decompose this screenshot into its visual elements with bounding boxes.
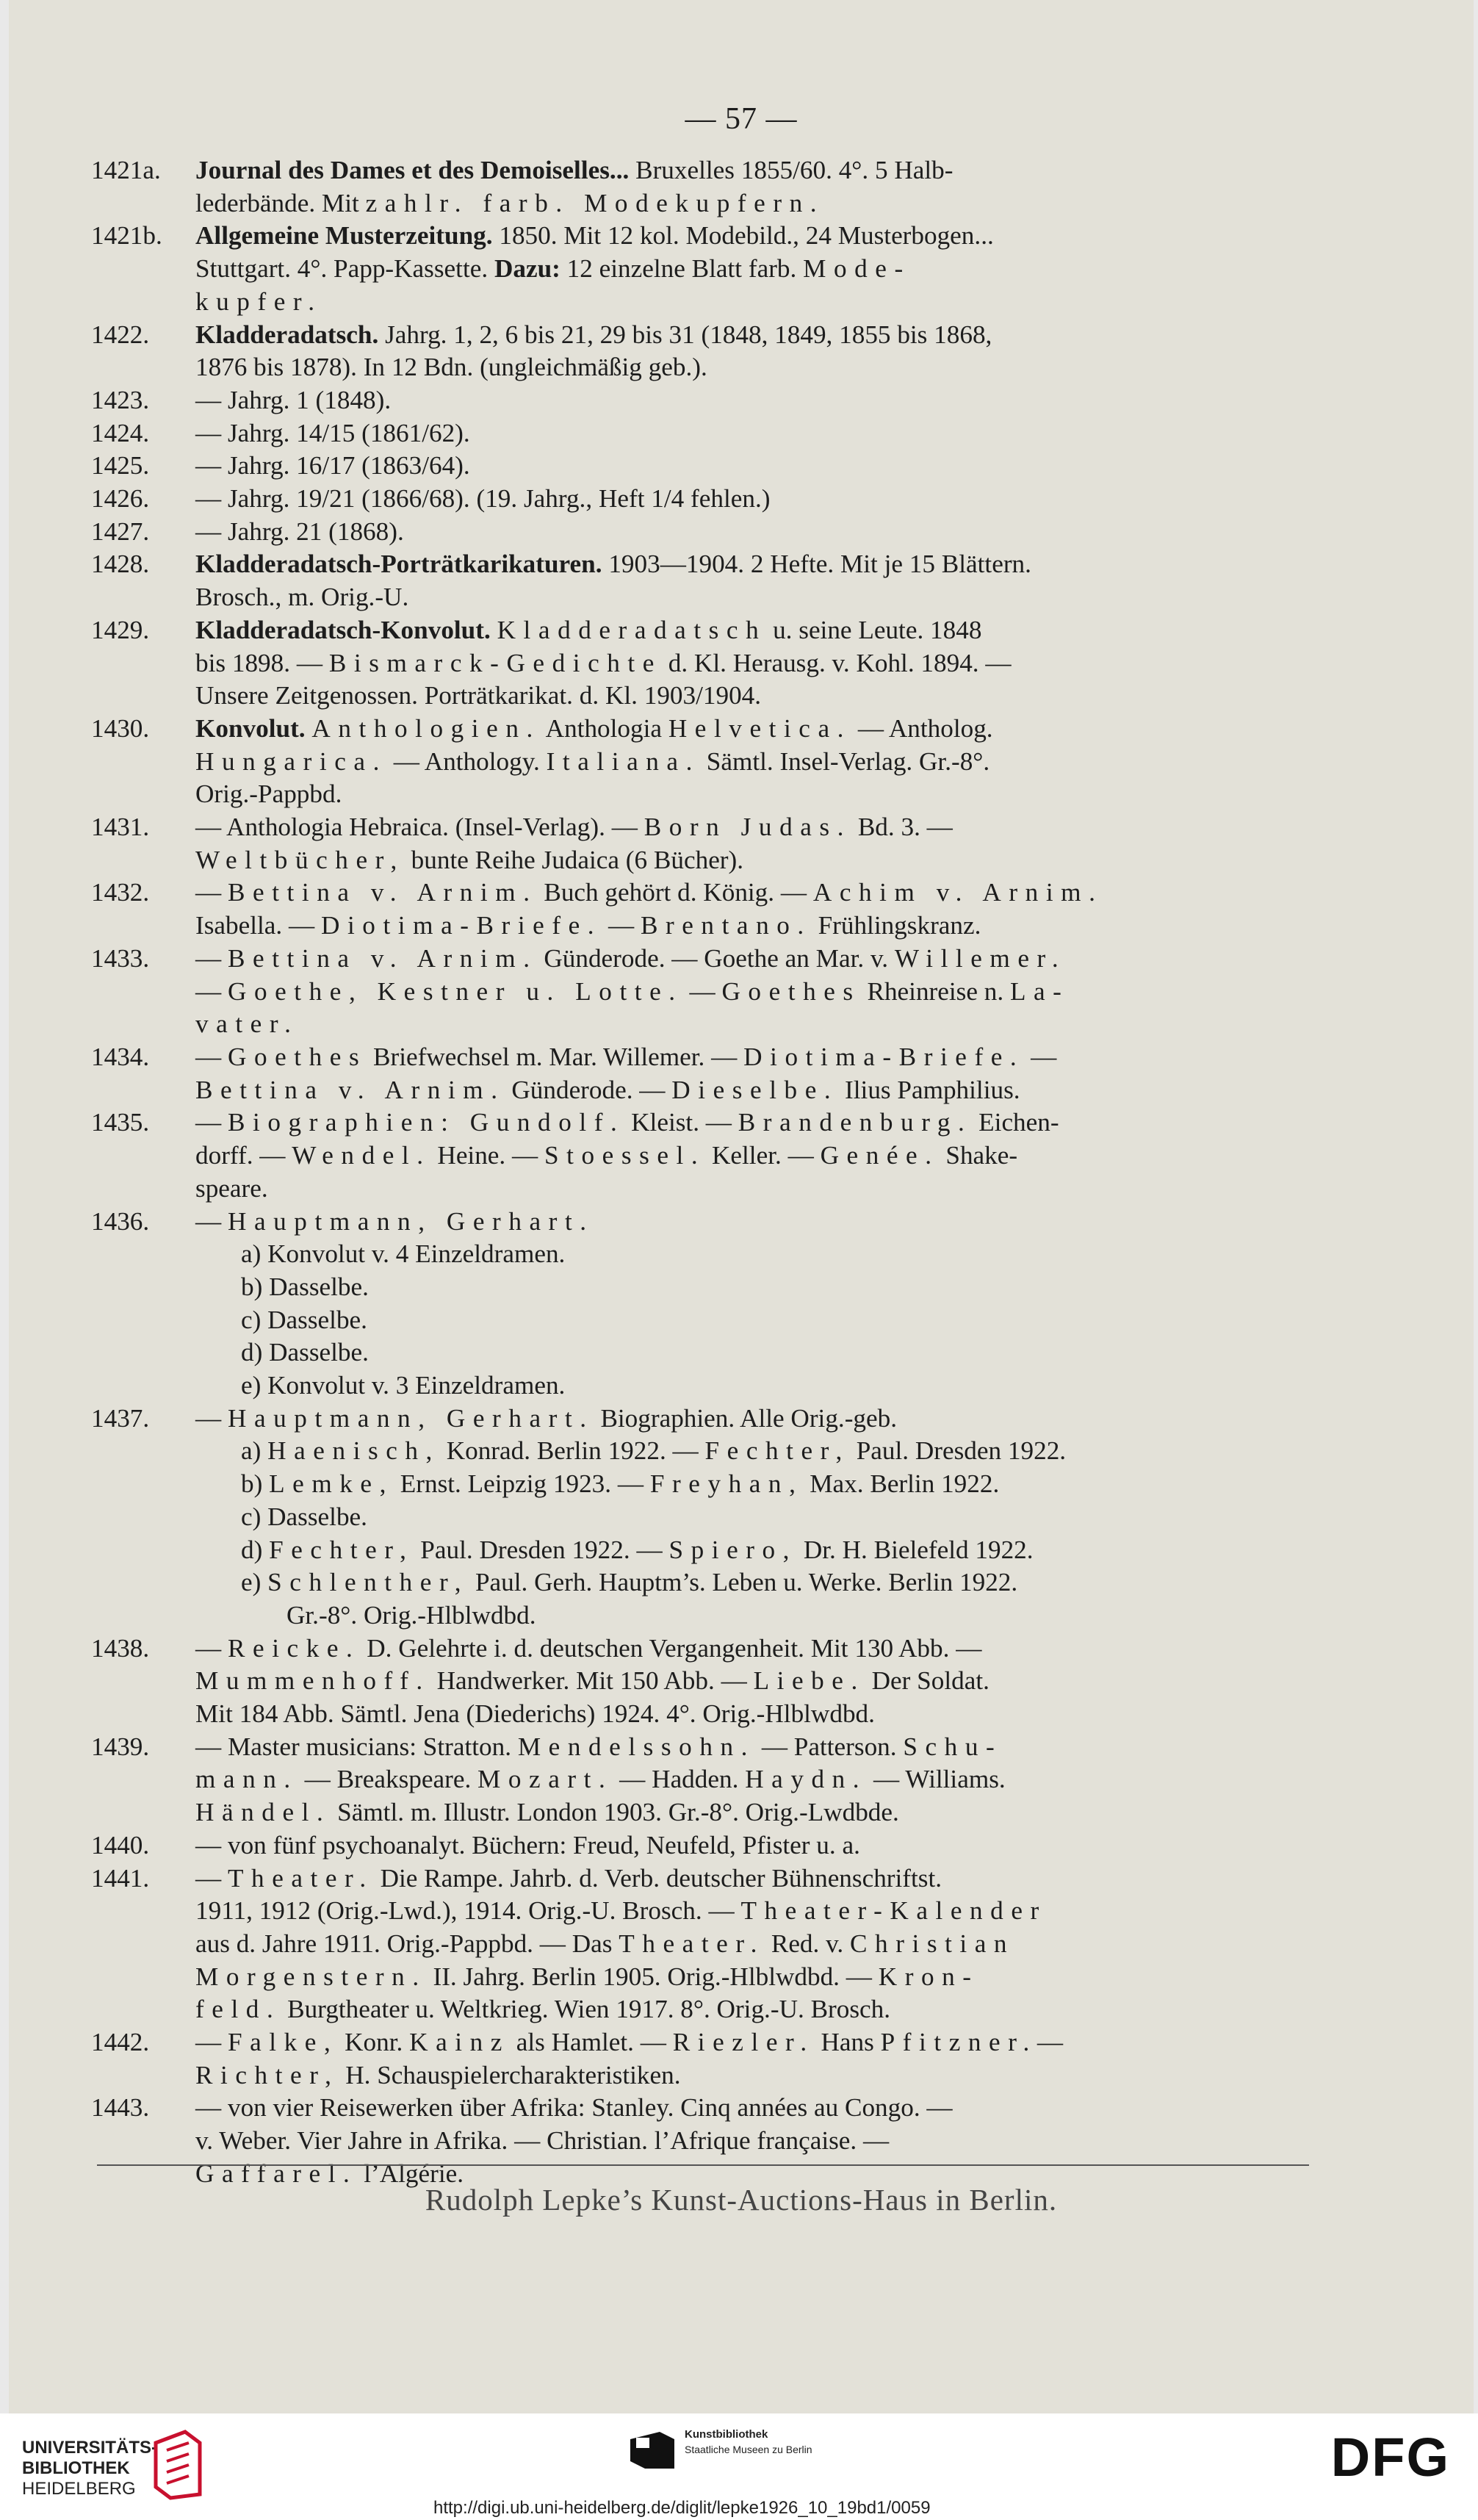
entry-text (195, 1041, 1311, 1106)
entry-line: — Hauptmann, Gerhart. (195, 1206, 594, 1236)
entry-line: — Reicke. D. Gelehrte i. d. deutschen Vergangenheit. Mit 130 Abb. — (195, 1633, 982, 1663)
entry-number: 1441. (91, 1863, 150, 1893)
catalog-entry (91, 2026, 1311, 2092)
entry-line: Bettina v. Arnim. Günderode. — Dieselbe. Ilius Pamphilius. (195, 1075, 1020, 1104)
catalog-entries (91, 154, 1311, 2191)
catalog-entry (91, 713, 1311, 811)
entry-line: kupfer. (195, 287, 322, 316)
entry-number: 1421a. (91, 156, 161, 184)
entry-line: — Hauptmann, Gerhart. Biographien. Alle Orig.-geb. (195, 1403, 898, 1433)
catalog-entry (91, 2092, 1311, 2190)
entry-sub-item: b) Lemke, Ernst. Leipzig 1923. — Freyhan, Max. Berlin 1922. (241, 1469, 1000, 1499)
catalog-entry (91, 319, 1311, 384)
catalog-entry (91, 943, 1311, 1041)
entry-line: — Theater. Die Rampe. Jahrb. d. Verb. deutscher Bühnenschriftst. (195, 1863, 942, 1893)
catalog-entry (91, 614, 1311, 713)
entry-number: 1439. (91, 1732, 150, 1761)
entry-line: 1876 bis 1878). In 12 Bdn. (ungleichmäßig geb.). (195, 353, 707, 382)
entry-line: Richter, H. Schauspielercharakteristiken. (195, 2060, 681, 2089)
entry-text (195, 220, 1311, 318)
entry-text (195, 943, 1311, 1041)
entry-line: Stuttgart. 4°. Papp-Kassette. Dazu: 12 einzelne Blatt farb. Mode- (195, 254, 911, 284)
entry-number: 1430. (91, 713, 150, 743)
catalog-entry (91, 1731, 1311, 1829)
library-line-2: BIBLIOTHEK (22, 2458, 130, 2478)
entry-number: 1443. (91, 2093, 150, 2123)
entry-number: 1429. (91, 615, 150, 644)
entry-sub-item: d) Dasselbe. (241, 1338, 369, 1367)
entry-line: bis 1898. — Bismarck-Gedichte d. Kl. Herausg. v. Kohl. 1894. — (195, 648, 1012, 677)
entry-number: 1438. (91, 1633, 150, 1663)
entry-text (195, 548, 1311, 613)
entry-line: — Goethes Briefwechsel m. Mar. Willemer. — Diotima-Briefe. — (195, 1042, 1057, 1071)
entry-line: Mit 184 Abb. Sämtl. Jena (Diederichs) 1924. 4°. Orig.-Hlblwdbd. (195, 1699, 875, 1729)
entry-line: — Jahrg. 21 (1868). (195, 516, 404, 546)
entry-text (195, 384, 1311, 417)
entry-line: — Master musicians: Stratton. Mendelssohn. — Patterson. Schu- (195, 1732, 1003, 1761)
catalog-entry (91, 1041, 1311, 1106)
catalog-entry (91, 1206, 1311, 1403)
entry-line: — von vier Reisewerken über Afrika: Stanley. Cinq années au Congo. — (195, 2093, 953, 2123)
catalog-entry (91, 516, 1311, 549)
page-number: — 57 — (685, 102, 798, 136)
entry-line: — Goethe, Kestner u. Lotte. — Goethes Rheinreise n. La- (195, 976, 1070, 1006)
entry-line: — Bettina v. Arnim. Günderode. — Goethe an Mar. v. Willemer. (195, 943, 1067, 973)
entry-text (195, 1403, 1311, 1632)
entry-line: Kladderadatsch. Jahrg. 1, 2, 6 bis 21, 29 bis 31 (1848, 1849, 1855 bis 1868, (195, 320, 992, 349)
entry-line: Händel. Sämtl. m. Illustr. London 1903. Gr.-8°. Orig.-Lwdbde. (195, 1798, 899, 1827)
entry-number: 1426. (91, 484, 150, 514)
entry-text (195, 1106, 1311, 1205)
entry-line: vater. (195, 1009, 299, 1039)
entry-text (195, 154, 1311, 220)
entry-line: lederbände. Mit zahlr. farb. Modekupfern. (195, 188, 825, 217)
entry-line: feld. Burgtheater u. Weltkrieg. Wien 1917. 8°. Orig.-U. Brosch. (195, 1995, 891, 2024)
entry-line: Allgemeine Musterzeitung. 1850. Mit 12 kol. Modebild., 24 Musterbogen... (195, 221, 994, 251)
entry-text (195, 516, 1311, 549)
entry-number: 1434. (91, 1042, 150, 1071)
catalog-entry (91, 548, 1311, 613)
catalog-entry (91, 483, 1311, 516)
entry-line: — Biographien: Gundolf. Kleist. — Brandenburg. Eichen- (195, 1108, 1059, 1137)
entry-line: Journal des Dames et des Demoiselles... Bruxelles 1855/60. 4°. 5 Halb- (195, 156, 954, 184)
entry-text (195, 1829, 1311, 1862)
publisher-footer: Rudolph Lepke’s Kunst-Auctions-Haus in Berlin. (425, 2183, 1058, 2217)
entry-number: 1442. (91, 2028, 150, 2057)
entry-line: speare. (195, 1173, 268, 1203)
footer-rule (97, 2164, 1309, 2166)
entry-line: dorff. — Wendel. Heine. — Stoessel. Keller. — Genée. Shake- (195, 1141, 1018, 1170)
entry-line: Orig.-Pappbd. (195, 780, 342, 809)
entry-line: Gaffarel. l’Algérie. (195, 2159, 464, 2188)
entry-text (195, 876, 1311, 942)
entry-text (195, 1862, 1311, 2027)
catalog-entry (91, 417, 1311, 450)
kunstbibliothek-icon (630, 2432, 674, 2469)
entry-number: 1431. (91, 813, 150, 842)
entry-line: Kladderadatsch-Konvolut. Kladderadatsch u. seine Leute. 1848 (195, 615, 982, 644)
entry-number: 1433. (91, 943, 150, 973)
entry-number: 1425. (91, 451, 150, 480)
entry-sub-item: d) Fechter, Paul. Dresden 1922. — Spiero, Dr. H. Bielefeld 1922. (241, 1535, 1034, 1564)
library-line-3: HEIDELBERG (22, 2479, 136, 2499)
entry-line: Hungarica. — Anthology. Italiana. Sämtl. Insel-Verlag. Gr.-8°. (195, 746, 990, 776)
catalog-entry (91, 384, 1311, 417)
catalog-entry (91, 811, 1311, 876)
entry-sub-item: e) Konvolut v. 3 Einzeldramen. (241, 1371, 566, 1400)
library-emblem-icon (148, 2428, 207, 2502)
university-library-logo[interactable] (22, 2438, 157, 2499)
entry-line: — Anthologia Hebraica. (Insel-Verlag). — Born Judas. Bd. 3. — (195, 813, 953, 842)
entry-line: — von fünf psychoanalyt. Büchern: Freud, Neufeld, Pfister u. a. (195, 1830, 860, 1860)
entry-sub-item: Gr.-8°. Orig.-Hlblwdbd. (286, 1600, 536, 1630)
catalog-entry (91, 876, 1311, 942)
entry-line: aus d. Jahre 1911. Orig.-Pappbd. — Das Theater. Red. v. Christian (195, 1929, 1015, 1958)
entry-text (195, 1731, 1311, 1829)
entry-number: 1435. (91, 1108, 150, 1137)
entry-line: 1911, 1912 (Orig.-Lwd.), 1914. Orig.-U. Brosch. — Theater-Kalender (195, 1896, 1047, 1926)
entry-text (195, 614, 1311, 713)
entry-sub-item: e) Schlenther, Paul. Gerh. Hauptm’s. Leben u. Werke. Berlin 1922. (241, 1568, 1018, 1597)
entry-sub-item: a) Konvolut v. 4 Einzeldramen. (241, 1239, 566, 1269)
entry-line: Morgenstern. II. Jahrg. Berlin 1905. Orig.-Hlblwdbd. — Kron- (195, 1962, 979, 1991)
entry-text (195, 417, 1311, 450)
catalog-entry (91, 1829, 1311, 1862)
catalog-entry (91, 1632, 1311, 1731)
entry-line: — Jahrg. 14/15 (1861/62). (195, 418, 470, 447)
entry-number: 1427. (91, 516, 150, 546)
entry-line: Konvolut. Anthologien. Anthologia Helvetica. — Antholog. (195, 713, 993, 743)
entry-text (195, 1206, 1311, 1403)
entry-text (195, 450, 1311, 483)
entry-line: v. Weber. Vier Jahre in Afrika. — Christian. l’Afrique française. — (195, 2126, 890, 2156)
source-url[interactable]: http://digi.ub.uni-heidelberg.de/diglit/lepke1926_10_19bd1/0059 (433, 2498, 931, 2518)
entry-number: 1424. (91, 418, 150, 447)
entry-text (195, 1632, 1311, 1731)
entry-text (195, 713, 1311, 811)
entry-line: Unsere Zeitgenossen. Porträtkarikat. d. Kl. 1903/1904. (195, 681, 762, 710)
catalog-entry (91, 154, 1311, 220)
kunstbibliothek-title: Kunstbibliothek (685, 2428, 768, 2441)
entry-text (195, 2026, 1311, 2092)
entry-line: — Jahrg. 19/21 (1866/68). (19. Jahrg., Heft 1/4 fehlen.) (195, 484, 771, 514)
scanned-page (9, 0, 1474, 2413)
entry-sub-item: a) Haenisch, Konrad. Berlin 1922. — Fechter, Paul. Dresden 1922. (241, 1436, 1067, 1466)
entry-line: Mummenhoff. Handwerker. Mit 150 Abb. — Liebe. Der Soldat. (195, 1666, 989, 1696)
entry-number: 1432. (91, 878, 150, 907)
catalog-entry (91, 450, 1311, 483)
entry-line: Isabella. — Diotima-Briefe. — Brentano. Frühlingskranz. (195, 911, 981, 940)
entry-number: 1421b. (91, 221, 162, 251)
entry-number: 1440. (91, 1830, 150, 1860)
dfg-logo[interactable]: DFG (1330, 2427, 1450, 2488)
entry-text (195, 2092, 1311, 2190)
catalog-entry (91, 1403, 1311, 1632)
entry-number: 1428. (91, 550, 150, 579)
entry-line: — Falke, Konr. Kainz als Hamlet. — Riezler. Hans Pfitzner.— (195, 2028, 1064, 2057)
library-line-1: UNIVERSITÄTS- (22, 2438, 158, 2458)
entry-line: — Bettina v. Arnim. Buch gehört d. König. — Achim v. Arnim. (195, 878, 1103, 907)
entry-line: Weltbücher, bunte Reihe Judaica (6 Bücher). (195, 845, 744, 874)
entry-sub-item: c) Dasselbe. (241, 1305, 367, 1334)
entry-line: mann. — Breakspeare. Mozart. — Hadden. Haydn. — Williams. (195, 1765, 1006, 1794)
catalog-entry (91, 1106, 1311, 1205)
entry-number: 1437. (91, 1403, 150, 1433)
entry-sub-item: b) Dasselbe. (241, 1272, 369, 1301)
catalog-entry (91, 220, 1311, 318)
entry-number: 1422. (91, 320, 150, 349)
entry-number: 1436. (91, 1206, 150, 1236)
kunstbibliothek-subtitle: Staatliche Museen zu Berlin (685, 2444, 812, 2455)
entry-text (195, 483, 1311, 516)
entry-text (195, 811, 1311, 876)
catalog-entry (91, 1862, 1311, 2027)
entry-line: — Jahrg. 16/17 (1863/64). (195, 451, 470, 480)
entry-line: — Jahrg. 1 (1848). (195, 385, 392, 414)
entry-line: Kladderadatsch-Porträtkarikaturen. 1903—1904. 2 Hefte. Mit je 15 Blättern. (195, 550, 1031, 579)
entry-line: Brosch., m. Orig.-U. (195, 583, 409, 612)
kunstbibliothek-logo[interactable] (685, 2427, 812, 2457)
entry-text (195, 319, 1311, 384)
entry-number: 1423. (91, 385, 150, 414)
entry-sub-item: c) Dasselbe. (241, 1502, 367, 1531)
